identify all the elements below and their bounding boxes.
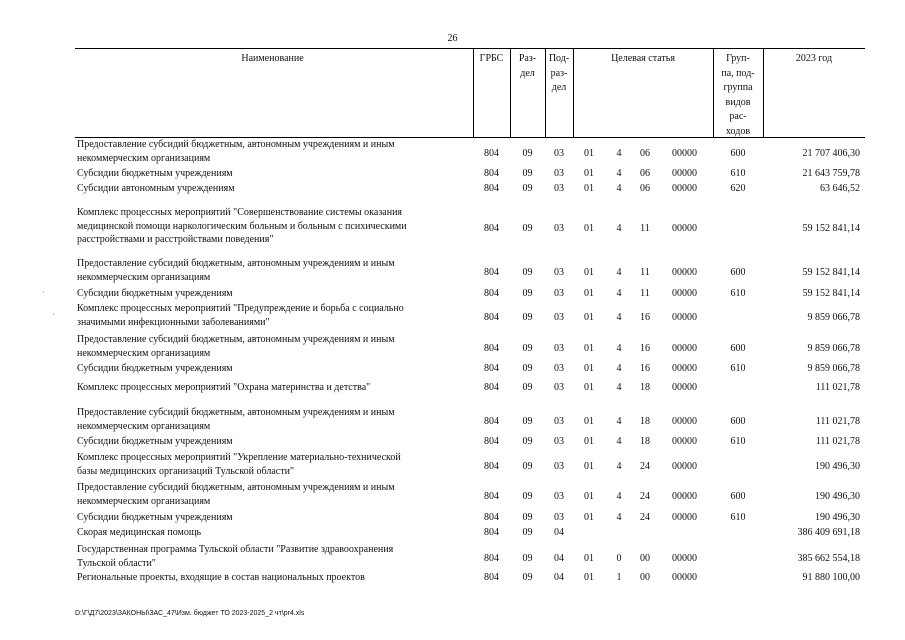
cell-c3: 11	[640, 267, 650, 278]
cell-amount: 9 859 066,78	[807, 312, 860, 323]
cell-c3: 06	[640, 168, 650, 180]
table-row	[75, 287, 865, 301]
cell-c1: 01	[584, 288, 594, 300]
cell-vr: 610	[730, 168, 746, 180]
row-name	[77, 543, 463, 570]
scan-mark: ·	[42, 288, 45, 297]
cell-amount: 59 152 841,14	[802, 267, 860, 278]
cell-c3: 24	[640, 461, 650, 472]
cell-vr: 610	[730, 288, 746, 300]
row-name-line: расстройствами и расстройствами поведения"	[77, 234, 274, 245]
cell-c2: 4	[616, 461, 622, 472]
cell-grbs: 804	[484, 553, 499, 564]
row-name-line: Скорая медицинская помощь	[77, 527, 202, 538]
row-name-line: Субсидии бюджетным учреждениям	[77, 168, 233, 179]
row-name	[77, 257, 463, 284]
cell-c4: 00000	[672, 416, 697, 427]
row-name	[77, 302, 463, 329]
cell-rz: 09	[522, 553, 533, 564]
cell-rz: 09	[522, 527, 533, 539]
cell-amount: 386 409 691,18	[797, 527, 860, 539]
row-name-line: Комплекс процессных мероприятий "Охрана материнства и детства"	[77, 382, 371, 393]
row-name-line: Тульской области"	[77, 557, 156, 569]
cell-grbs: 804	[484, 343, 499, 354]
row-name	[77, 526, 463, 540]
cell-amount: 63 646,52	[820, 183, 860, 195]
row-name	[77, 451, 463, 478]
header-name: Наименование	[241, 53, 304, 64]
cell-rz: 09	[522, 416, 533, 427]
cell-grbs: 804	[484, 168, 499, 180]
row-name	[77, 206, 463, 247]
row-name-line: некоммерческим организациям	[77, 347, 211, 359]
cell-c2: 1	[616, 572, 622, 584]
cell-pr: 03	[554, 461, 564, 472]
row-name-line: Субсидии автономным учреждениям	[77, 183, 235, 194]
cell-vr: 600	[730, 148, 746, 159]
row-name-line: Государственная программа Тульской области "Развитие здравоохранения	[77, 544, 394, 555]
cell-rz: 09	[522, 512, 533, 524]
cell-pr: 03	[554, 222, 564, 234]
cell-c2: 4	[616, 436, 622, 448]
cell-c4: 00000	[672, 363, 697, 375]
table-row	[75, 206, 865, 247]
cell-rz: 09	[522, 183, 533, 195]
header-year: 2023 год	[795, 53, 833, 64]
cell-c1: 01	[584, 491, 594, 502]
cell-amount: 111 021,78	[815, 436, 860, 448]
cell-rz: 09	[522, 363, 533, 375]
row-name	[77, 182, 463, 196]
cell-c4: 00000	[672, 461, 697, 472]
cell-grbs: 804	[484, 416, 499, 427]
cell-vr: 610	[730, 512, 746, 524]
cell-c2: 4	[616, 416, 622, 427]
cell-c2: 4	[616, 382, 622, 394]
cell-c1: 01	[584, 343, 594, 354]
cell-c2: 4	[616, 312, 622, 323]
row-name	[77, 435, 463, 449]
cell-c2: 4	[616, 288, 622, 300]
cell-amount: 59 152 841,14	[802, 222, 860, 234]
table-row	[75, 526, 865, 540]
cell-c2: 4	[616, 512, 622, 524]
cell-c3: 16	[640, 363, 650, 375]
cell-c3: 11	[640, 288, 650, 300]
cell-c2: 4	[616, 343, 622, 354]
row-name	[77, 333, 463, 360]
cell-c3: 00	[640, 553, 650, 564]
cell-grbs: 804	[484, 148, 499, 159]
cell-c2: 4	[616, 222, 622, 234]
cell-rz: 09	[522, 168, 533, 180]
cell-c2: 4	[616, 267, 622, 278]
table-row	[75, 481, 865, 508]
table-row	[75, 571, 865, 585]
cell-pr: 03	[554, 363, 564, 375]
row-name-line: Субсидии бюджетным учреждениям	[77, 436, 233, 447]
cell-c4: 00000	[672, 312, 697, 323]
cell-amount: 9 859 066,78	[807, 343, 860, 354]
row-name-line: базы медицинских организаций Тульской области"	[77, 465, 295, 477]
cell-c4: 00000	[672, 382, 697, 394]
row-name-line: Предоставление субсидий бюджетным, автономным учреждениям и иным	[77, 334, 395, 345]
cell-c4: 00000	[672, 491, 697, 502]
cell-vr: 600	[730, 267, 746, 278]
cell-pr: 03	[554, 436, 564, 448]
file-path-footer: D:\Г\Д7\2023\ЗАКОНЫ\ЗАС_47\Изм. бюджет ТО 2023-2025_2 чт\pr4.xls	[75, 610, 305, 617]
header-razdel: Раз- дел	[518, 53, 537, 79]
cell-c1: 01	[584, 222, 594, 234]
row-name	[77, 138, 463, 165]
cell-pr: 03	[554, 312, 564, 323]
table-row	[75, 435, 865, 449]
row-name	[77, 481, 463, 508]
header-grbs: ГРБС	[479, 53, 504, 64]
table-row	[75, 406, 865, 433]
table-row	[75, 543, 865, 570]
cell-c3: 18	[640, 382, 650, 394]
cell-pr: 03	[554, 267, 564, 278]
cell-rz: 09	[522, 491, 533, 502]
cell-vr: 620	[730, 183, 746, 195]
table-row	[75, 257, 865, 284]
cell-c4: 00000	[672, 222, 697, 234]
row-name	[77, 287, 463, 301]
row-name	[77, 167, 463, 181]
table-row	[75, 381, 865, 395]
table-row	[75, 167, 865, 181]
cell-grbs: 804	[484, 491, 499, 502]
cell-pr: 03	[554, 168, 564, 180]
cell-c3: 18	[640, 436, 650, 448]
cell-grbs: 804	[484, 512, 499, 524]
row-name	[77, 381, 463, 395]
cell-amount: 190 496,30	[815, 461, 860, 472]
cell-c4: 00000	[672, 168, 697, 180]
cell-c4: 00000	[672, 148, 697, 159]
cell-pr: 03	[554, 288, 564, 300]
cell-c1: 01	[584, 312, 594, 323]
row-name-line: Предоставление субсидий бюджетным, автономным учреждениям и иным	[77, 482, 395, 493]
cell-rz: 09	[522, 312, 533, 323]
table-row	[75, 138, 865, 165]
cell-c2: 4	[616, 363, 622, 375]
row-name-line: Предоставление субсидий бюджетным, автономным учреждениям и иным	[77, 139, 395, 150]
cell-c3: 00	[640, 572, 650, 584]
row-name-line: Комплекс процессных мероприятий "Предупреждение и борьба с социально	[77, 303, 404, 314]
cell-amount: 111 021,78	[815, 382, 860, 394]
row-name-line: некоммерческим организациям	[77, 495, 211, 507]
cell-vr: 600	[730, 491, 746, 502]
table-row	[75, 333, 865, 360]
cell-vr: 610	[730, 436, 746, 448]
row-name-line: медицинской помощи наркологическим больным и больным с психическими	[77, 220, 407, 232]
cell-c3: 18	[640, 416, 650, 427]
cell-grbs: 804	[484, 312, 499, 323]
cell-pr: 03	[554, 512, 564, 524]
cell-c4: 00000	[672, 267, 697, 278]
row-name	[77, 362, 463, 376]
cell-amount: 385 662 554,18	[797, 553, 860, 564]
row-name-line: некоммерческим организациям	[77, 420, 211, 432]
cell-grbs: 804	[484, 222, 499, 234]
row-name-line: Предоставление субсидий бюджетным, автономным учреждениям и иным	[77, 407, 395, 418]
cell-c2: 4	[616, 148, 622, 159]
cell-rz: 09	[522, 343, 533, 354]
cell-c3: 11	[640, 222, 650, 234]
cell-c4: 00000	[672, 436, 697, 448]
row-name-line: Субсидии бюджетным учреждениям	[77, 288, 233, 299]
cell-grbs: 804	[484, 267, 499, 278]
cell-c4: 00000	[672, 343, 697, 354]
cell-rz: 09	[522, 222, 533, 234]
cell-c4: 00000	[672, 288, 697, 300]
cell-grbs: 804	[484, 382, 499, 394]
cell-pr: 03	[554, 343, 564, 354]
cell-grbs: 804	[484, 572, 499, 584]
cell-c1: 01	[584, 512, 594, 524]
cell-c3: 24	[640, 512, 650, 524]
table-row	[75, 451, 865, 478]
cell-pr: 04	[554, 553, 564, 564]
cell-rz: 09	[522, 572, 533, 584]
cell-pr: 03	[554, 416, 564, 427]
table-row	[75, 511, 865, 525]
cell-c1: 01	[584, 553, 594, 564]
row-name-line: Региональные проекты, входящие в состав национальных проектов	[77, 572, 365, 583]
row-name-line: Комплекс процессных мероприятий "Укрепление материально-технической	[77, 452, 401, 463]
cell-c3: 16	[640, 343, 650, 354]
table-row	[75, 362, 865, 376]
row-name-line: некоммерческим организациям	[77, 152, 211, 164]
cell-c1: 01	[584, 461, 594, 472]
cell-rz: 09	[522, 382, 533, 394]
cell-pr: 03	[554, 382, 564, 394]
cell-c1: 01	[584, 267, 594, 278]
cell-c1: 01	[584, 183, 594, 195]
cell-pr: 03	[554, 491, 564, 502]
cell-c1: 01	[584, 363, 594, 375]
cell-pr: 03	[554, 183, 564, 195]
cell-pr: 04	[554, 572, 564, 584]
cell-c2: 4	[616, 168, 622, 180]
scan-mark: ·	[52, 310, 55, 319]
cell-c2: 4	[616, 183, 622, 195]
cell-amount: 91 880 100,00	[802, 572, 860, 584]
cell-grbs: 804	[484, 436, 499, 448]
cell-grbs: 804	[484, 527, 499, 539]
cell-amount: 9 859 066,78	[807, 363, 860, 375]
cell-grbs: 804	[484, 183, 499, 195]
cell-c4: 00000	[672, 183, 697, 195]
cell-vr: 600	[730, 343, 746, 354]
table-row	[75, 302, 865, 329]
cell-c4: 00000	[672, 572, 697, 584]
cell-c1: 01	[584, 382, 594, 394]
cell-c1: 01	[584, 148, 594, 159]
header-target: Целевая статья	[611, 53, 675, 64]
cell-c2: 0	[616, 553, 622, 564]
row-name-line: Предоставление субсидий бюджетным, автономным учреждениям и иным	[77, 258, 395, 269]
cell-grbs: 804	[484, 363, 499, 375]
row-name-line: значимыми инфекционными заболеваниями"	[77, 316, 270, 328]
cell-rz: 09	[522, 267, 533, 278]
header-group: Груп- па, под- группа видов рас- ходов	[721, 53, 755, 137]
cell-amount: 21 707 406,30	[802, 148, 860, 159]
cell-c1: 01	[584, 572, 594, 584]
page-number: 26	[447, 33, 458, 44]
cell-c3: 06	[640, 148, 650, 159]
table-header	[75, 48, 865, 138]
table-row	[75, 182, 865, 196]
row-name	[77, 406, 463, 433]
cell-rz: 09	[522, 148, 533, 159]
cell-c1: 01	[584, 436, 594, 448]
cell-c3: 06	[640, 183, 650, 195]
cell-vr: 600	[730, 416, 746, 427]
cell-amount: 111 021,78	[815, 416, 860, 427]
cell-amount: 190 496,30	[815, 512, 860, 524]
cell-pr: 03	[554, 148, 564, 159]
row-name-line: Комплекс процессных мероприятий "Совершенствование системы оказания	[77, 207, 403, 218]
cell-grbs: 804	[484, 288, 499, 300]
cell-c4: 00000	[672, 553, 697, 564]
cell-amount: 59 152 841,14	[802, 288, 860, 300]
cell-c3: 16	[640, 312, 650, 323]
cell-grbs: 804	[484, 461, 499, 472]
row-name-line: Субсидии бюджетным учреждениям	[77, 363, 233, 374]
cell-vr: 610	[730, 363, 746, 375]
row-name	[77, 571, 463, 585]
row-name	[77, 511, 463, 525]
cell-pr: 04	[554, 527, 564, 539]
row-name-line: некоммерческим организациям	[77, 271, 211, 283]
header-podrazdel: Под- раз- дел	[548, 53, 570, 93]
cell-c2: 4	[616, 491, 622, 502]
cell-c3: 24	[640, 491, 650, 502]
cell-amount: 190 496,30	[815, 491, 860, 502]
row-name-line: Субсидии бюджетным учреждениям	[77, 512, 233, 523]
cell-c1: 01	[584, 416, 594, 427]
cell-c1: 01	[584, 168, 594, 180]
cell-rz: 09	[522, 436, 533, 448]
cell-rz: 09	[522, 288, 533, 300]
cell-c4: 00000	[672, 512, 697, 524]
cell-amount: 21 643 759,78	[802, 168, 860, 180]
cell-rz: 09	[522, 461, 533, 472]
